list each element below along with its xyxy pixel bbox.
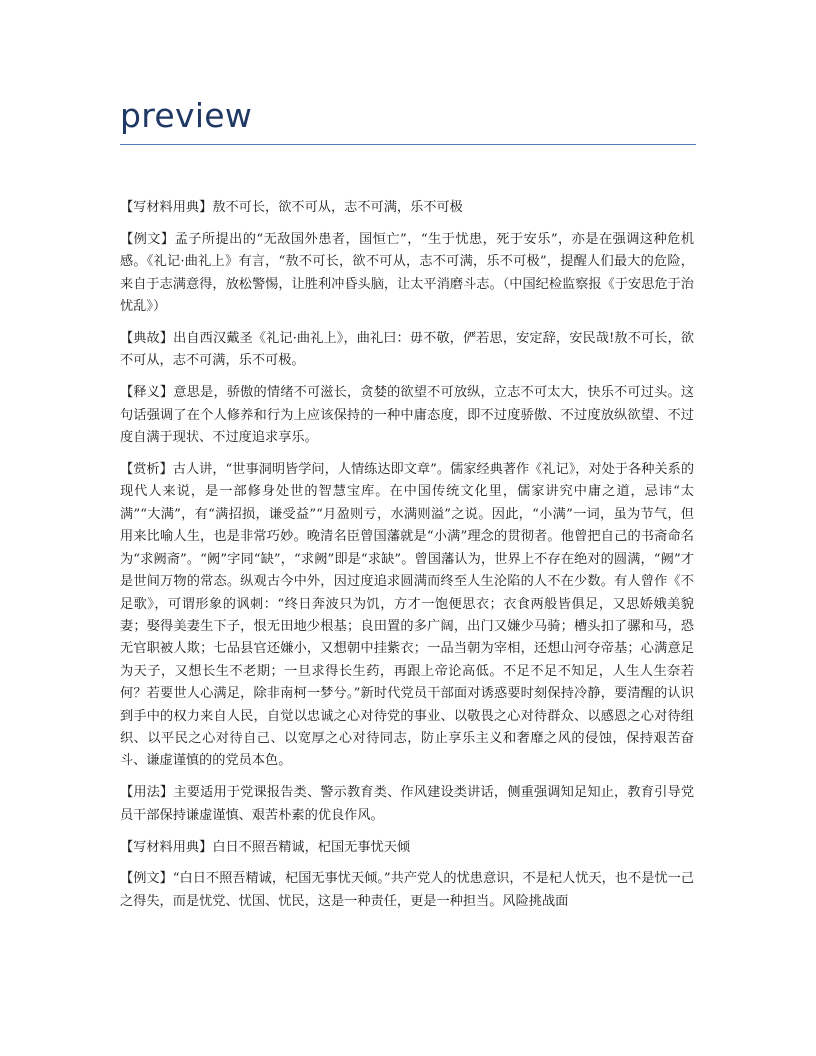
paragraph bbox=[120, 459, 694, 773]
paragraph-tag: 【写材料用典】 bbox=[120, 200, 213, 215]
page-title: preview bbox=[120, 96, 253, 135]
title-divider bbox=[120, 144, 696, 145]
paragraph-text: “白日不照吾精诚，杞国无事忧天倾。”共产党人的忧患意识，不是杞人忧天，也不是忧一己之得失，而是忧党、忧国、忧民，这是一种责任，更是一种担当。风险挑战面 bbox=[120, 871, 695, 909]
paragraph-text: 孟子所提出的“无敌国外患者，国恒亡”，“生于忧患，死于安乐”，亦是在强调这种危机感。《礼记·曲礼上》有言，“敖不可长，欲不可从，志不可满，乐不可极”，提醒人们最大的危险，来自于志满意得，放松警惕，让胜利冲昏头脑，让太平消磨斗志。（中国纪检监察报《于安思危于治忧乱》） bbox=[120, 231, 695, 315]
paragraph-text: 白日不照吾精诚，杞国无事忧天倾 bbox=[212, 839, 411, 855]
paragraph bbox=[120, 868, 694, 913]
paragraph-tag: 【例文】 bbox=[120, 871, 173, 887]
paragraph bbox=[120, 328, 694, 373]
paragraph bbox=[120, 382, 694, 449]
paragraph-text: 出自西汉戴圣《礼记·曲礼上》，曲礼曰：毋不敬，俨若思，安定辞，安民哉!敖不可长，欲不可从，志不可满，乐不可极。 bbox=[120, 331, 695, 369]
paragraph-text: 古人讲，“世事洞明皆学问，人情练达即文章”。儒家经典著作《礼记》，对处于各种关系的现代人来说，是一部修身处世的智慧宝库。在中国传统文化里，儒家讲究中庸之道，忌讳“太满”“大满”，有“满招损，谦受益”“月盈则亏，水满则溢”之说。因此，“小满”一词，虽为节气，但用来比喻人生，也是非常巧妙。晚清名臣曾国藩就是“小满”理念的贯彻者。他曾把自己的书斋命名为“求阙斋”。“阙”字同“缺”，“求阙”即是“求缺”。曾国藩认为，世界上不存在绝对的圆满，“阙”才是世间万物的常态。纵观古今中外，因过度追求圆满而终至人生沦陷的人不在少数。有人曾作《不足歌》，可谓形象的讽刺：“终日奔波只为饥，方才一饱便思衣；衣食两般皆俱足，又思娇娥美貌妻；娶得美妻生下子，恨无田地少根基；良田置的多广阔，出门又嫌少马骑；槽头扣了骡和马，恐无官职被人欺；七品县官还嫌小，又想朝中挂紫衣；一品当朝为宰相，还想山河夺帝基；心满意足为天子，又想长生不老期；一旦求得长生药，再跟上帝论高低。不足不足不知足，人生人生奈若何？若要世人心满足，除非南柯一梦兮。”新时代党员干部面对诱惑要时刻保持冷静，要清醒的认识到手中的权力来自人民，自觉以忠诚之心对待党的事业、以敬畏之心对待群众、以感恩之心对待组织、以平民之心对待自己、以宽厚之心对待同志，防止享乐主义和奢靡之风的侵蚀，保持艰苦奋斗、谦虚谨慎的的党员本色。 bbox=[120, 462, 695, 769]
paragraph-tag: 【写材料用典】 bbox=[120, 839, 213, 855]
paragraph-text: 主要适用于党课报告类、警示教育类、作风建设类讲话，侧重强调知足知止，教育引导党员干部保持谦虚谨慎、艰苦朴素的优良作风。 bbox=[120, 785, 695, 823]
paragraph-text: 敖不可长，欲不可从，志不可满，乐不可极 bbox=[212, 200, 463, 215]
paragraph bbox=[120, 229, 694, 319]
paragraph-tag: 【典故】 bbox=[120, 331, 174, 347]
paragraph bbox=[120, 782, 694, 827]
paragraph-tag: 【释义】 bbox=[120, 385, 174, 401]
paragraph-tag: 【例文】 bbox=[120, 231, 175, 247]
paragraph-text: 意思是，骄傲的情绪不可滋长，贪婪的欲望不可放纵，立志不可太大，快乐不可过头。这句话强调了在个人修养和行为上应该保持的一种中庸态度，即不过度骄傲、不过度放纵欲望、不过度自满于现状、不过度追求享乐。 bbox=[120, 385, 695, 446]
document-body bbox=[120, 197, 694, 923]
paragraph-tag: 【用法】 bbox=[120, 785, 174, 801]
paragraph bbox=[120, 197, 694, 219]
paragraph bbox=[120, 837, 694, 859]
paragraph-tag: 【赏析】 bbox=[120, 462, 173, 478]
